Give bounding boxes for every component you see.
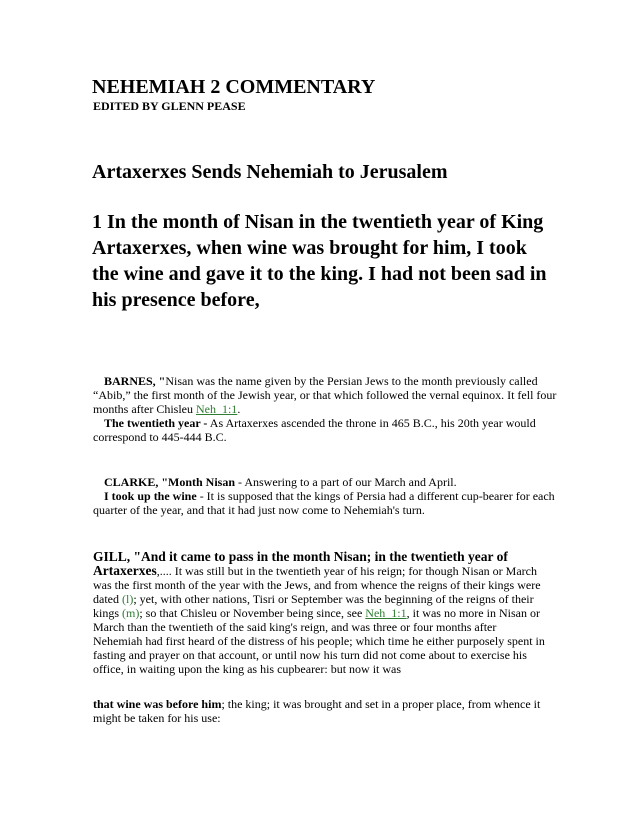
gill-text: ,.... It was still but in the twentieth year of his reign; for though Nisan or March was the first month of the year with the Jews, and from whence the reigns of their kings were dated — [93, 564, 541, 606]
gill-lead: GILL, "And it came to pass in the month Nisan; in the twentieth year of Artaxerxes — [93, 549, 508, 578]
gill-text-2: ; yet, with other nations, Tisri or September was the beginning of the reigns of their kings — [93, 592, 534, 620]
gill-term-wine: that wine was before him — [93, 697, 222, 711]
barnes-text: Nisan was the name given by the Persian Jews to the month previously called “Abib,” the first month of the Jewish year, or that which followed the vernal equinox. It fell four months after Chisleu — [93, 374, 557, 416]
barnes-term-twentieth-year: The twentieth year - — [104, 416, 208, 430]
gill-commentary — [93, 550, 548, 676]
barnes-text-end: . — [237, 402, 241, 416]
clarke-text-2: - It is supposed that the kings of Persia had a different cup-bearer for each quarter of the year, and that it had just now come to Nehemiah's turn. — [93, 489, 555, 517]
gill-text-5: ; the king; it was brought and set in a proper place, from whence it might be taken for his use: — [93, 697, 541, 725]
clarke-term-wine: I took up the wine — [104, 489, 197, 503]
clarke-text: - Answering to a part of our March and April. — [235, 475, 457, 489]
scripture-link-neh-1-1-gill[interactable]: Neh_1:1 — [365, 606, 407, 620]
document-subtitle: EDITED BY GLENN PEASE — [93, 99, 246, 113]
document-title: NEHEMIAH 2 COMMENTARY — [92, 76, 376, 98]
barnes-text-2: As Artaxerxes ascended the throne in 465 B.C., his 20th year would correspond to 445-444 B.C. — [93, 416, 536, 444]
footnote-ref-l[interactable]: (l) — [122, 592, 134, 606]
gill-commentary-continued — [93, 697, 548, 725]
scripture-link-neh-1-1[interactable]: Neh_1:1 — [195, 402, 238, 416]
gill-text-3: ; so that Chisleu or November being since, see — [139, 606, 366, 620]
clarke-lead: CLARKE, "Month Nisan — [104, 475, 236, 489]
barnes-commentary — [93, 374, 563, 444]
section-heading: Artaxerxes Sends Nehemiah to Jerusalem — [92, 161, 448, 183]
verse-text: 1 In the month of Nisan in the twentieth year of King Artaxerxes, when wine was brought for him, I took the wine and gave it to the king. I had not been sad in his presence before, — [92, 211, 547, 311]
barnes-lead: BARNES, " — [104, 374, 166, 388]
footnote-ref-m[interactable]: (m) — [122, 606, 140, 620]
clarke-commentary — [93, 475, 563, 517]
gill-text-4: , it was no more in Nisan or March than the twentieth of the said king's reign, and was three or four months after Nehemiah had first heard of the distress of his people; which time he either purposely spent in fasting and prayer on that account, or until now his turn did not come about to exercise his office, in waiting upon the king as his cupbearer: but now it was — [93, 606, 545, 676]
